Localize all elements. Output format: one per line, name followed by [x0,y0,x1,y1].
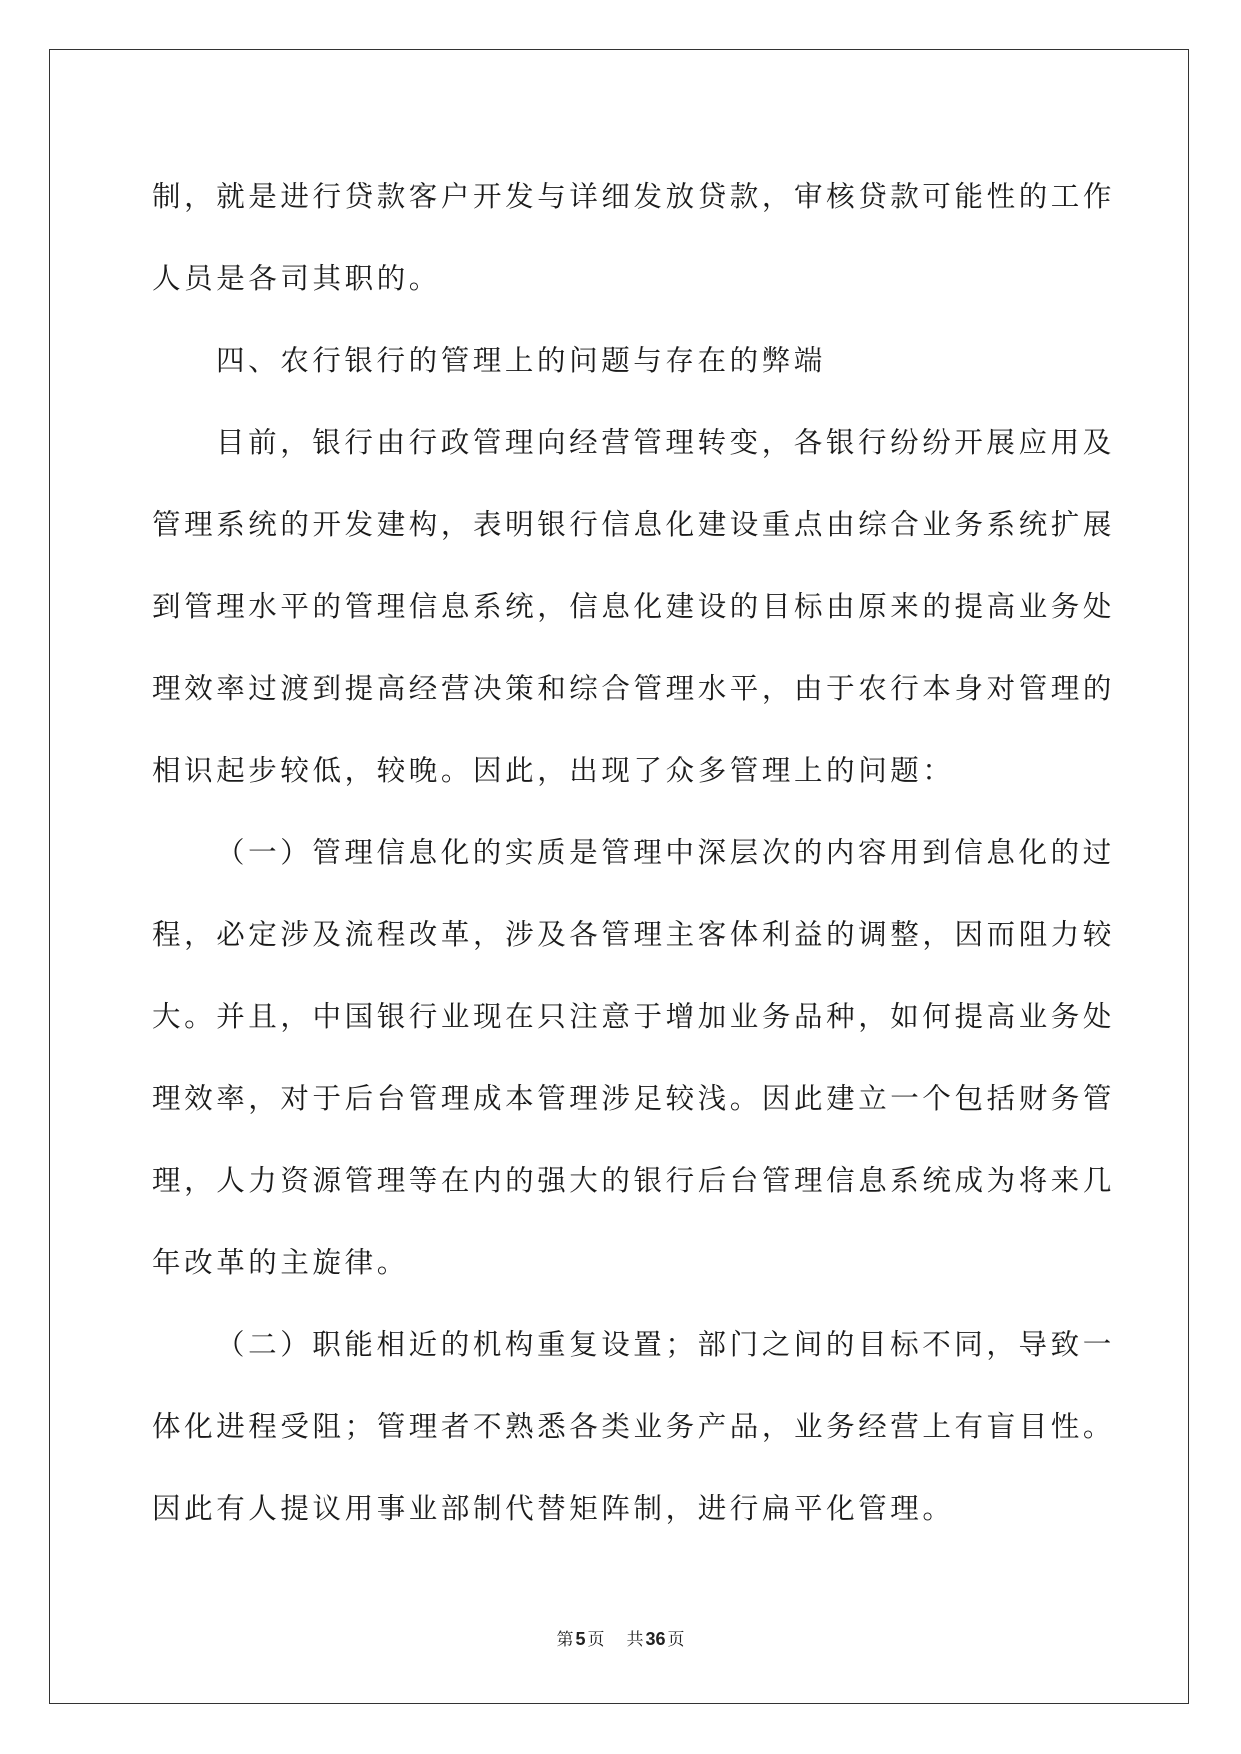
text-line: 年改革的主旋律。 [152,1246,409,1279]
text-line: 目前，银行由行政管理向经营管理转变，各银行纷纷开展应用及 [216,426,1115,459]
text-line: 理，人力资源管理等在内的强大的银行后台管理信息系统成为将来几 [152,1164,1116,1197]
document-body [152,156,1116,1550]
text-line: 相识起步较低，较晚。因此，出现了众多管理上的问题： [152,754,955,787]
total-prefix: 共 [626,1630,644,1650]
page-footer [0,1625,1241,1650]
text-line: 管理系统的开发建构，表明银行信息化建设重点由综合业务系统扩展 [152,508,1116,541]
page-suffix: 页 [587,1630,605,1650]
text-line: 理效率，对于后台管理成本管理涉足较浅。因此建立一个包括财务管 [152,1082,1116,1115]
text-line: 大。并且，中国银行业现在只注意于增加业务品种，如何提高业务处 [152,1000,1116,1033]
text-line: 人员是各司其职的。 [152,262,441,295]
text-line: 到管理水平的管理信息系统，信息化建设的目标由原来的提高业务处 [152,590,1116,623]
text-line: （一）管理信息化的实质是管理中深层次的内容用到信息化的过 [216,836,1115,869]
total-page-count: 36 [645,1629,666,1649]
text-line: （二）职能相近的机构重复设置；部门之间的目标不同，导致一 [216,1328,1115,1361]
text-line: 程，必定涉及流程改革，涉及各管理主客体利益的调整，因而阻力较 [152,918,1116,951]
text-line: 因此有人提议用事业部制代替矩阵制，进行扁平化管理。 [152,1492,955,1525]
page-prefix: 第 [556,1630,574,1650]
section-heading: 四、农行银行的管理上的问题与存在的弊端 [216,344,826,377]
text-line: 理效率过渡到提高经营决策和综合管理水平，由于农行本身对管理的 [152,672,1116,705]
total-suffix: 页 [667,1630,685,1650]
current-page-number: 5 [575,1629,586,1649]
text-line: 体化进程受阻；管理者不熟悉各类业务产品，业务经营上有盲目性。 [152,1410,1116,1443]
text-line: 制，就是进行贷款客户开发与详细发放贷款，审核贷款可能性的工作 [152,180,1116,213]
